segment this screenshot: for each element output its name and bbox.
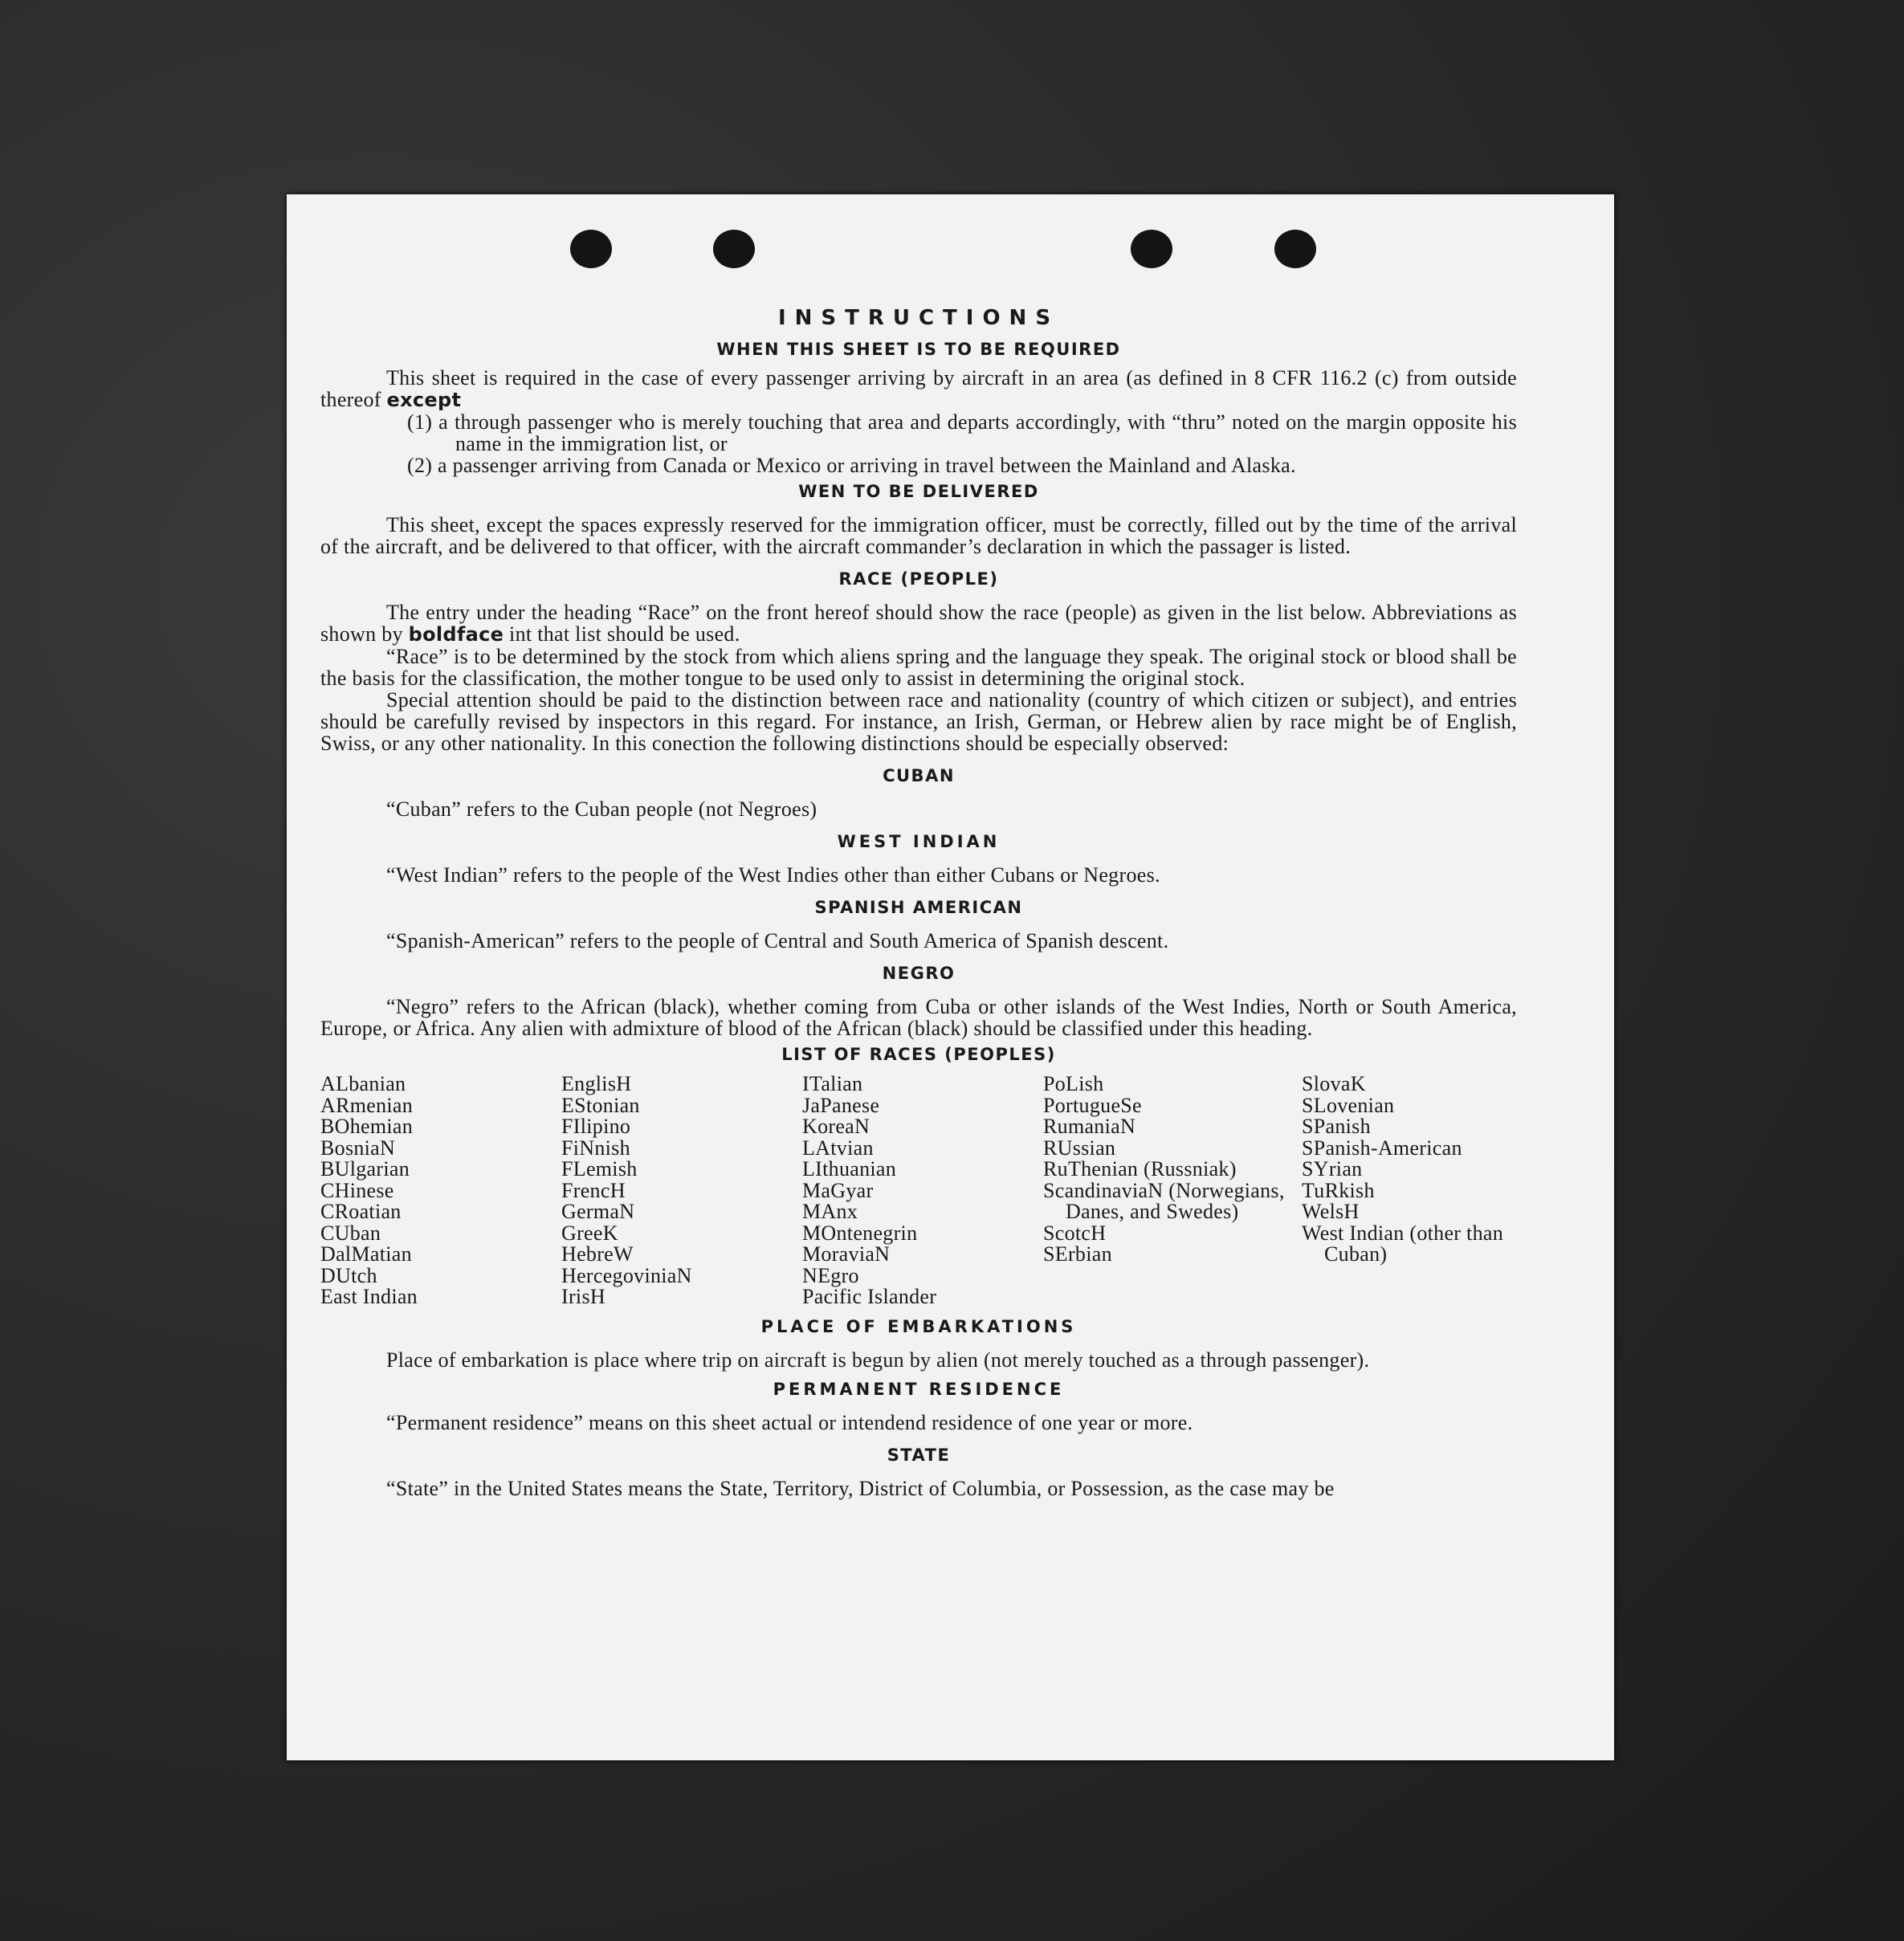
- except-word: except: [386, 389, 462, 411]
- punch-hole: [570, 230, 612, 268]
- heading-embarkation: PLACE OF EMBARKATIONS: [760, 1316, 1077, 1336]
- race-item: IrisH: [561, 1285, 605, 1308]
- race-item: EnglisH: [561, 1072, 632, 1095]
- race-item: ScotcH: [1043, 1221, 1107, 1245]
- race-item: ALbanian: [320, 1072, 406, 1095]
- races-column: [561, 1074, 802, 1308]
- residence-text: “Permanent residence” means on this sheet actual or intendend residence of one year or more.: [386, 1410, 1193, 1434]
- race-item: ITalian: [802, 1072, 863, 1095]
- race-paragraph-3: Special attention should be paid to the distinction between race and nationality (country of which citizen or subject), and entries should be carefully revised by inspectors in this regard. For instance, an Irish, German, or Hebrew alien by race might be of English, Swiss, or any other nationality. In this conection the following distinctions should be especially observed:: [320, 688, 1517, 755]
- race-item: SLovenian: [1302, 1093, 1395, 1117]
- race-item: EStonian: [561, 1093, 640, 1117]
- heading-when-required: WHEN THIS SHEET IS TO BE REQUIRED: [716, 340, 1121, 359]
- race-item: FLemish: [561, 1157, 638, 1181]
- races-column: [802, 1074, 1043, 1308]
- race-item: LAtvian: [802, 1136, 874, 1160]
- race-item: RUssian: [1043, 1136, 1116, 1160]
- race-item: DUtch: [320, 1263, 377, 1287]
- heading-residence: PERMANENT RESIDENCE: [773, 1379, 1065, 1399]
- race-item: HercegoviniaN: [561, 1263, 692, 1287]
- race-item: SlovaK: [1302, 1072, 1366, 1095]
- race-item: West Indian (other than Cuban): [1302, 1221, 1504, 1266]
- race-paragraph-2: “Race” is to be determined by the stock from which aliens spring and the language they speak. The original stock or blood shall be the basis for the classification, the mother tongue to be used only to assist in determining the original stock.: [320, 645, 1517, 690]
- race-item: MoraviaN: [802, 1242, 891, 1266]
- race-item: CHinese: [320, 1178, 394, 1202]
- race-item: MAnx: [802, 1200, 858, 1223]
- race-item: Pacific Islander: [802, 1285, 937, 1308]
- spanish-american-text: “Spanish-American” refers to the people of Central and South America of Spanish descent.: [386, 929, 1169, 952]
- race-item: CRoatian: [320, 1200, 402, 1223]
- race-item: PoLish: [1043, 1072, 1104, 1095]
- race-item: RuThenian (Russniak): [1043, 1157, 1237, 1181]
- race-item: SPanish: [1302, 1115, 1371, 1138]
- exception-item-1: (1) a through passenger who is merely touching that area and departs accordingly, with “thru” noted on the margin opposite his name in the immigration list, or: [407, 410, 1517, 455]
- races-column: [1302, 1074, 1517, 1308]
- race-item: RumaniaN: [1043, 1115, 1136, 1138]
- race-item: DalMatian: [320, 1242, 412, 1266]
- race-item: SErbian: [1043, 1242, 1112, 1266]
- race-item: WelsH: [1302, 1200, 1360, 1223]
- heading-state: STATE: [887, 1445, 951, 1465]
- race-item: FIlipino: [561, 1115, 631, 1138]
- instruction-sheet: [287, 194, 1614, 1760]
- when-required-text: [320, 367, 1517, 411]
- race-item: East Indian: [320, 1285, 418, 1308]
- when-required-intro: This sheet is required in the case of every passenger arriving by aircraft in an area (as defined in 8 CFR 116.2 (c) from outside thereof: [320, 366, 1517, 411]
- page-title: INSTRUCTIONS: [777, 306, 1060, 330]
- race-item: FiNnish: [561, 1136, 630, 1160]
- race-item: SPanish-American: [1302, 1136, 1462, 1160]
- punch-hole: [1131, 230, 1172, 268]
- punch-hole: [1274, 230, 1316, 268]
- race-item: KoreaN: [802, 1115, 870, 1138]
- heading-west-indian: WEST INDIAN: [837, 832, 1001, 851]
- race-item: FrencH: [561, 1178, 626, 1202]
- race-item: GermaN: [561, 1200, 635, 1223]
- race-p1-b: int that list should be used.: [509, 622, 740, 646]
- heading-spanish-american: SPANISH AMERICAN: [814, 898, 1023, 917]
- heading-cuban: CUBAN: [883, 766, 955, 785]
- race-item: NEgro: [802, 1263, 859, 1287]
- embarkation-text: Place of embarkation is place where trip on aircraft is begun by alien (not merely touched as a through passenger).: [386, 1348, 1370, 1372]
- race-item: JaPanese: [802, 1093, 880, 1117]
- race-paragraph-1: [320, 601, 1517, 646]
- heading-negro: NEGRO: [882, 964, 956, 983]
- race-item: GreeK: [561, 1221, 618, 1245]
- races-list: [320, 1074, 1517, 1308]
- punch-hole: [713, 230, 755, 268]
- heading-delivered: WEN TO BE DELIVERED: [798, 482, 1039, 501]
- race-item: LIthuanian: [802, 1157, 897, 1181]
- race-item: BOhemian: [320, 1115, 414, 1138]
- sheet-content: [320, 303, 1517, 1499]
- races-column: [320, 1074, 561, 1308]
- negro-text: “Negro” refers to the African (black), whether coming from Cuba or other islands of the West Indies, North or South America, Europe, or Africa. Any alien with admixture of blood of the African (black) should be classified under this heading.: [320, 995, 1517, 1040]
- exception-item-2: (2) a passenger arriving from Canada or Mexico or arriving in travel between the Mainland and Alaska.: [407, 454, 1296, 477]
- race-item: PortugueSe: [1043, 1093, 1142, 1117]
- races-column: [1043, 1074, 1302, 1308]
- race-item: CUban: [320, 1221, 381, 1245]
- cuban-text: “Cuban” refers to the Cuban people (not Negroes): [386, 797, 817, 821]
- race-item: ScandinaviaN (Norwegians, Danes, and Swedes): [1043, 1178, 1285, 1223]
- race-item: SYrian: [1302, 1157, 1363, 1181]
- race-item: HebreW: [561, 1242, 634, 1266]
- race-item: BosniaN: [320, 1136, 396, 1160]
- delivered-text: This sheet, except the spaces expressly reserved for the immigration officer, must be correctly, filled out by the time of the arrival of the aircraft, and be delivered to that officer, with the aircraft commander’s declaration in which the passager is listed.: [320, 513, 1517, 558]
- west-indian-text: “West Indian” refers to the people of the West Indies other than either Cubans or Negroes.: [386, 863, 1160, 887]
- race-item: MOntenegrin: [802, 1221, 918, 1245]
- race-p1-a: The entry under the heading “Race” on the front hereof should show the race (people) as given in the list below. Abbreviations as shown by: [320, 601, 1517, 646]
- race-item: TuRkish: [1302, 1178, 1375, 1202]
- race-item: BUlgarian: [320, 1157, 410, 1181]
- heading-race: RACE (PEOPLE): [838, 569, 999, 589]
- state-text: “State” in the United States means the State, Territory, District of Columbia, or Possession, as the case may be: [386, 1476, 1335, 1500]
- race-item: ARmenian: [320, 1093, 414, 1117]
- boldface-word: boldface: [408, 623, 504, 646]
- race-item: MaGyar: [802, 1178, 874, 1202]
- heading-list-of-races: LIST OF RACES (PEOPLES): [781, 1045, 1056, 1064]
